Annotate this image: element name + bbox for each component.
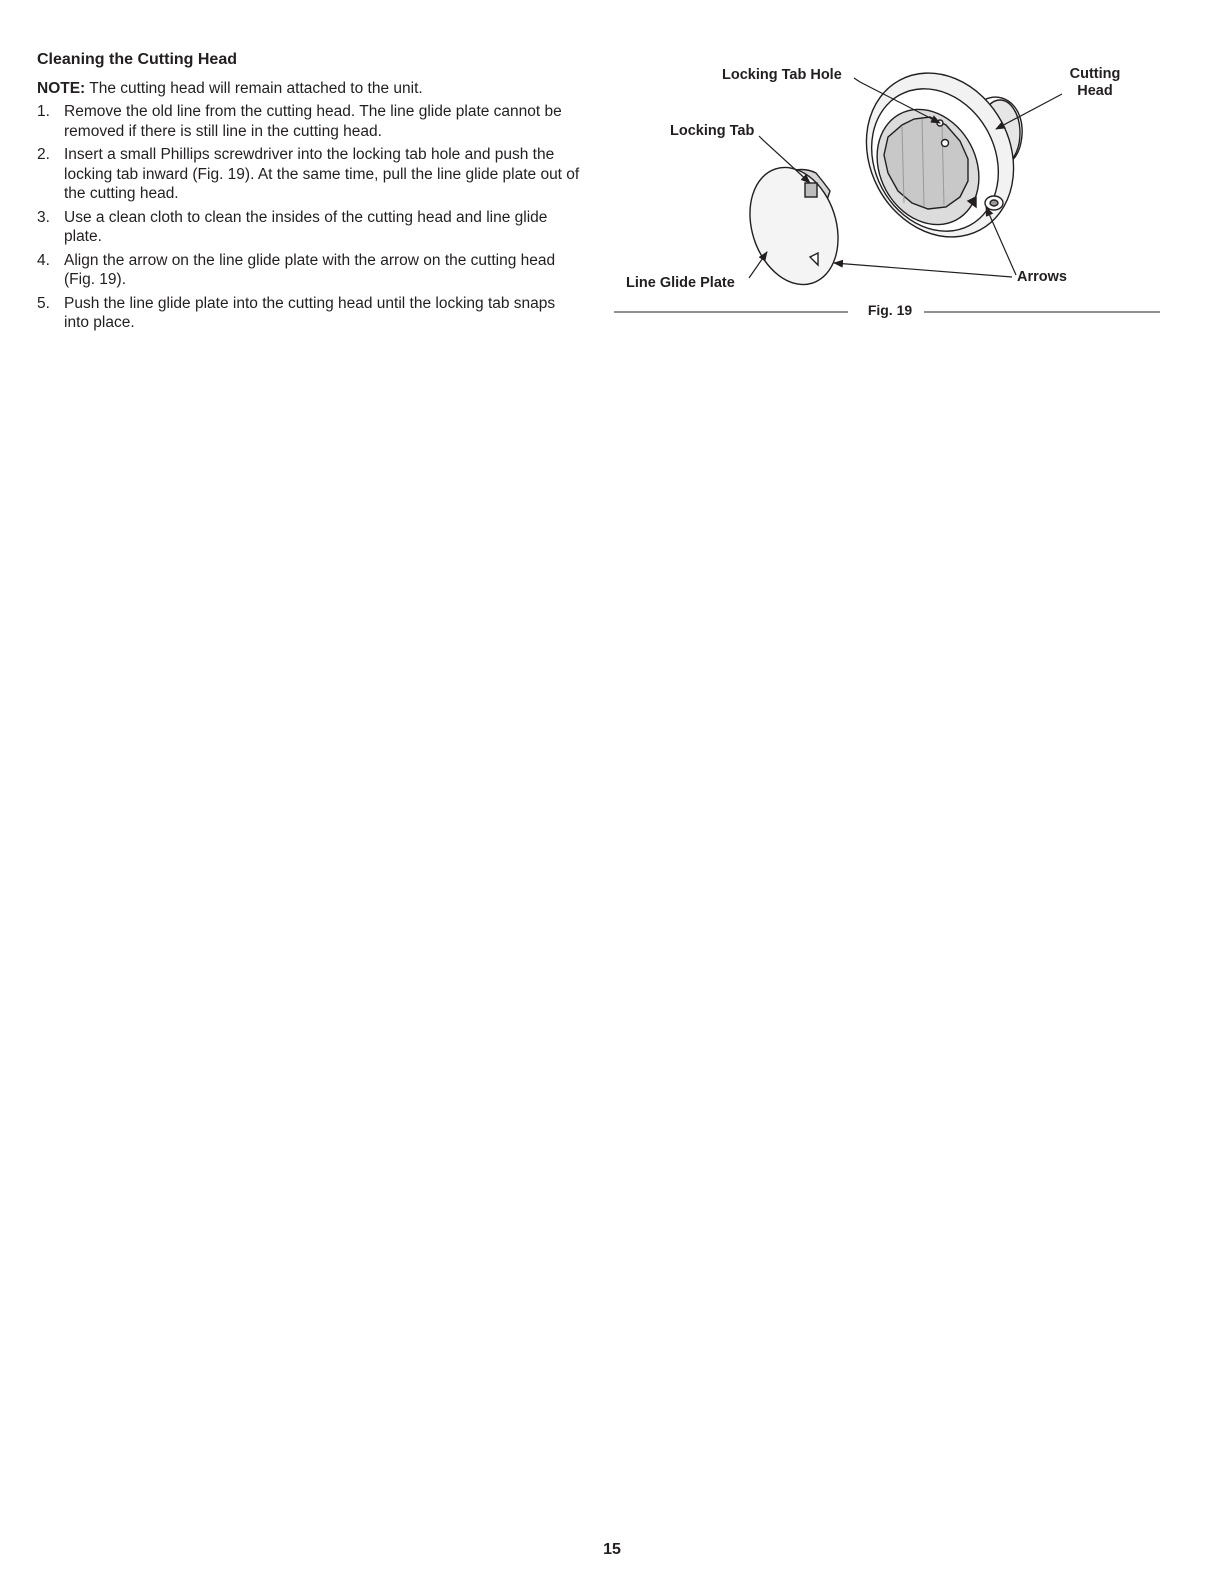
label-locking-tab: Locking Tab	[670, 123, 755, 139]
step-text: Insert a small Phillips screwdriver into the locking tab hole and push the locking tab inward (Fig. 19). At the same time, pull the line glide plate out of the cutting head.	[64, 146, 580, 202]
step-number: 5.	[37, 294, 50, 312]
list-item	[37, 145, 582, 204]
label-cutting-head-line2: Head	[1077, 83, 1113, 99]
steps-list	[37, 102, 582, 333]
label-arrows: Arrows	[1017, 269, 1067, 285]
step-number: 3.	[37, 208, 50, 226]
label-cutting-head-line1: Cutting	[1069, 66, 1121, 82]
page-number: 15	[603, 1541, 621, 1558]
step-text: Use a clean cloth to clean the insides of the cutting head and line glide plate.	[64, 208, 548, 245]
list-item	[37, 102, 582, 141]
step-text: Align the arrow on the line glide plate with the arrow on the cutting head (Fig. 19).	[64, 251, 556, 288]
list-item	[37, 208, 582, 247]
step-number: 4.	[37, 251, 50, 269]
note	[37, 79, 582, 98]
step-text: Remove the old line from the cutting head. The line glide plate cannot be removed if there is still line in the cutting head.	[64, 103, 562, 140]
line-glide-plate-drawing	[736, 156, 853, 296]
step-number: 1.	[37, 103, 50, 120]
instructions-column	[37, 50, 582, 337]
step-text: Push the line glide plate into the cutting head until the locking tab snaps into place.	[64, 294, 556, 331]
label-line-glide-plate: Line Glide Plate	[626, 275, 735, 291]
figure-19	[612, 55, 1164, 335]
step-number: 2.	[37, 146, 50, 163]
list-item	[37, 294, 582, 333]
note-text: The cutting head will remain attached to the unit.	[85, 80, 423, 97]
note-label: NOTE:	[37, 80, 86, 97]
label-locking-tab-hole: Locking Tab Hole	[722, 67, 842, 83]
section-title: Cleaning the Cutting Head	[37, 51, 237, 68]
label-cutting-head	[1067, 66, 1123, 100]
list-item	[37, 251, 582, 290]
figure-caption: Fig. 19	[867, 302, 913, 318]
